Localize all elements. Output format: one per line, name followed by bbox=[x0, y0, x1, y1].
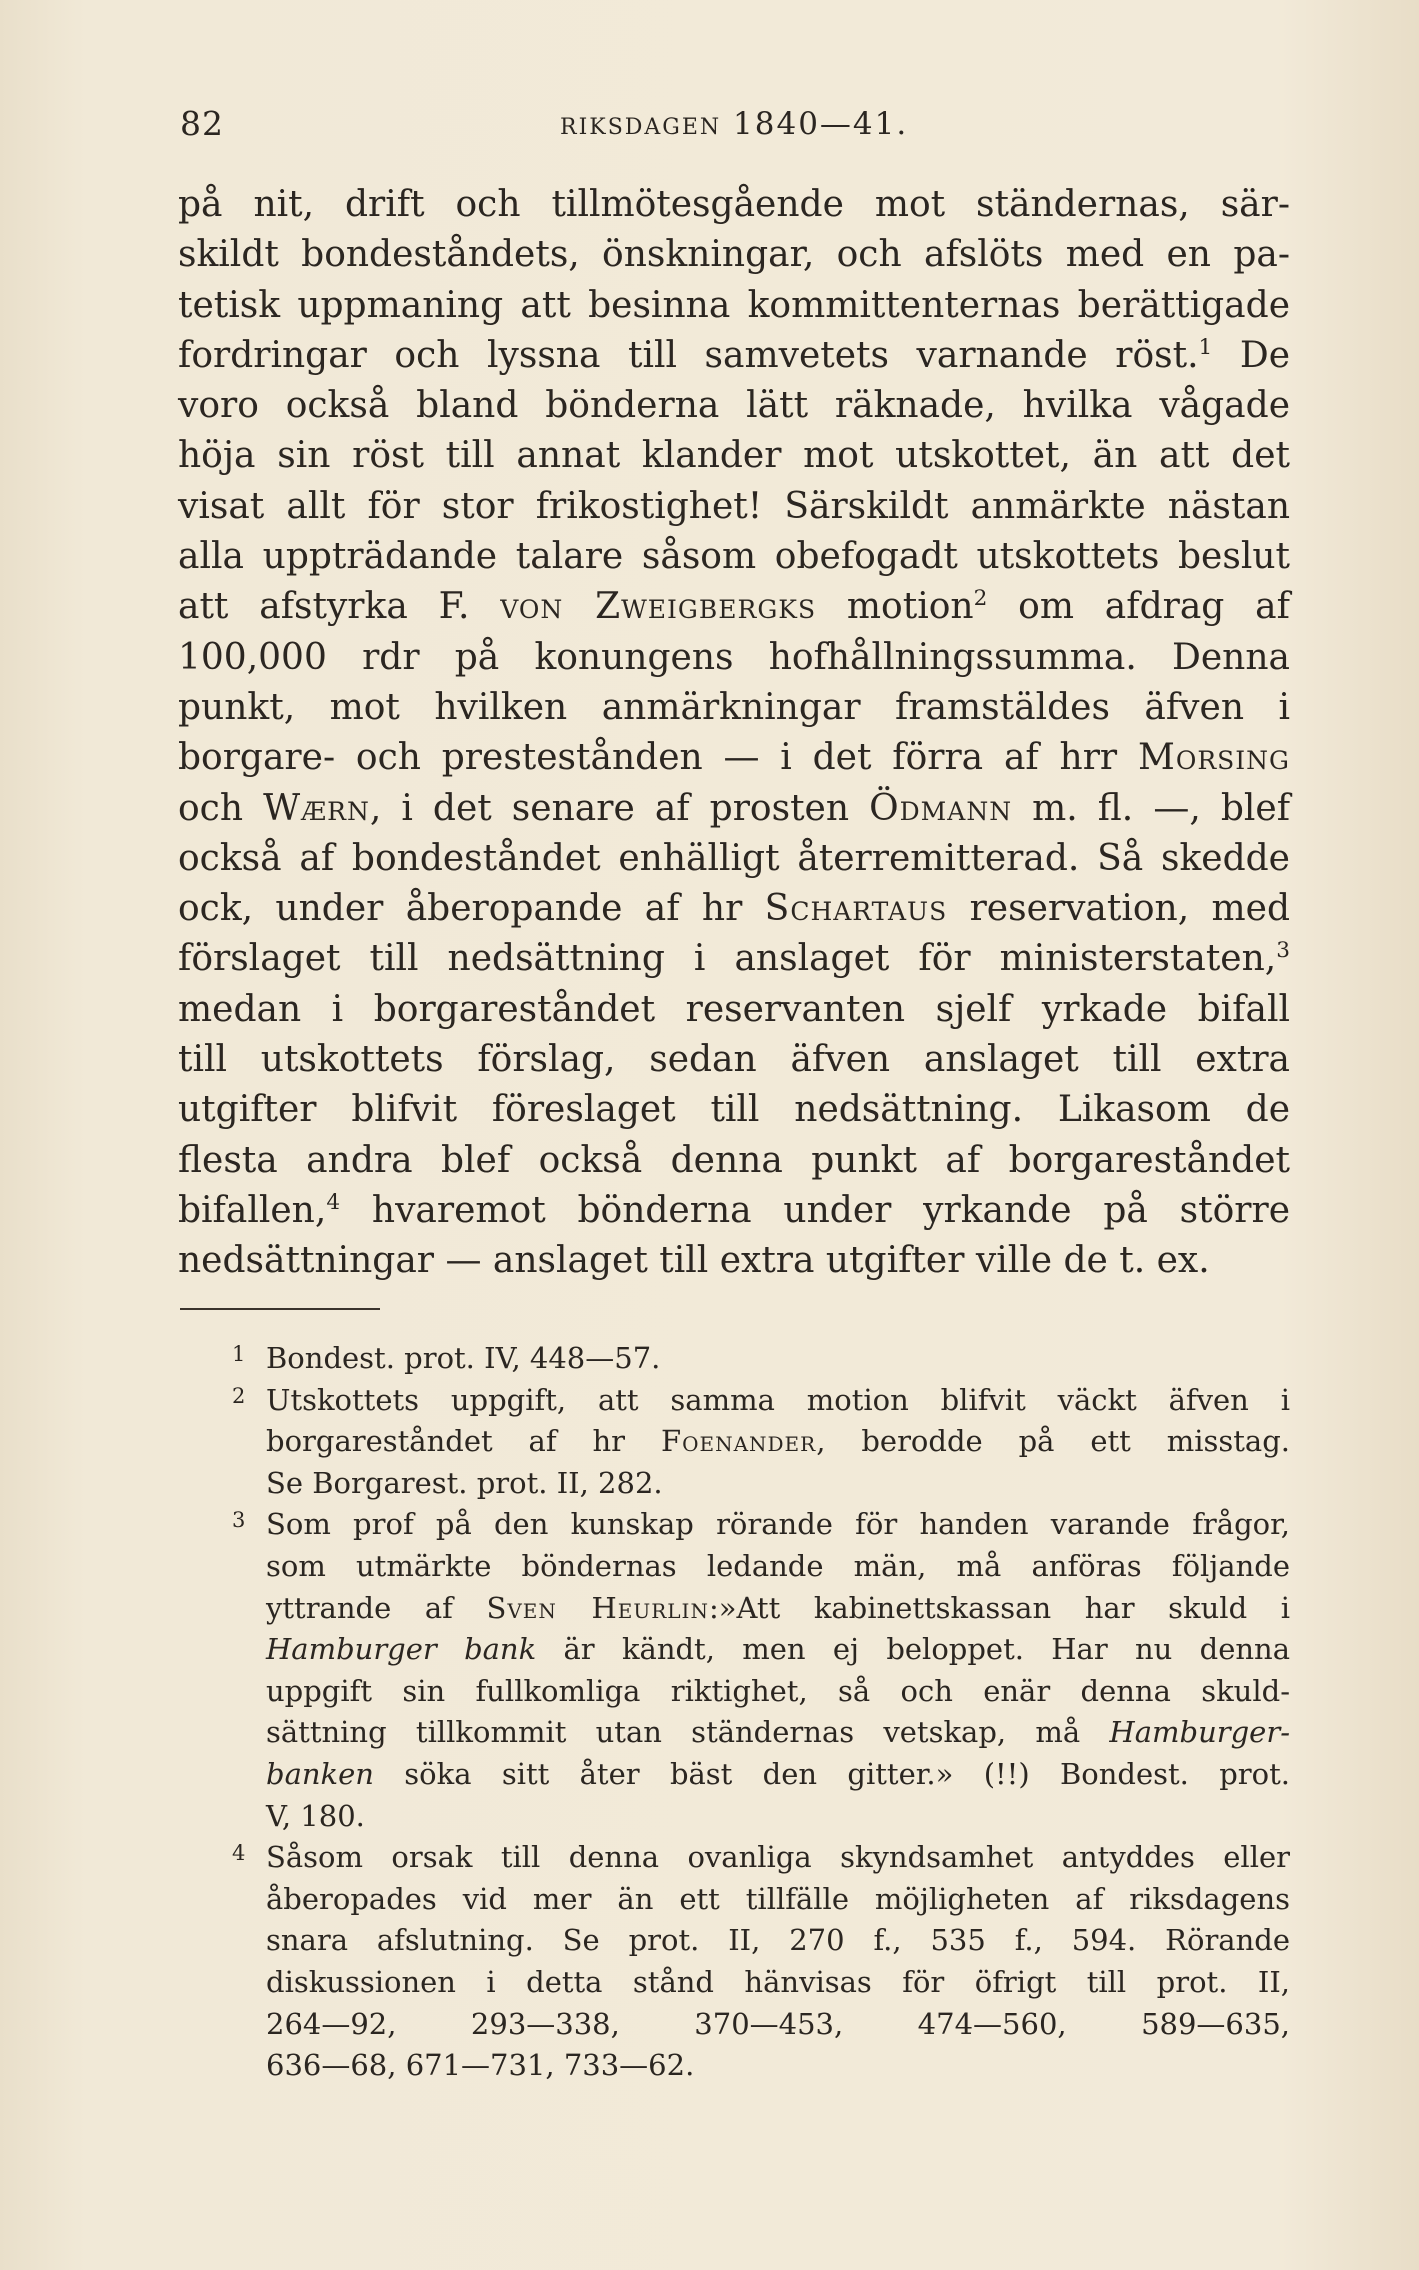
text-line bbox=[178, 331, 1290, 381]
text-line: medan i borgareståndet reservanten sjelf yrkade bifall bbox=[178, 988, 1290, 1030]
text-segment: hvaremot bönderna under yrkande på större bbox=[371, 1189, 1290, 1231]
footnote-line: 636—68, 671—731, 733—62. bbox=[266, 2048, 695, 2083]
text-line bbox=[178, 582, 1290, 632]
text-line: punkt, mot hvilken anmärkningar framstäldes äfven i bbox=[178, 686, 1290, 728]
main-text bbox=[178, 180, 1290, 1287]
footnote-line bbox=[266, 1754, 1290, 1796]
text-line bbox=[178, 1186, 1290, 1236]
person-name: Morsing bbox=[1137, 737, 1290, 779]
text-segment: bifallen, bbox=[178, 1189, 327, 1231]
footnote-mark: 3 bbox=[232, 1508, 246, 1533]
footnote-line: V, 180. bbox=[266, 1798, 365, 1833]
footnote-rule bbox=[180, 1308, 380, 1310]
italic-term: banken bbox=[266, 1756, 374, 1791]
footnote-mark: 4 bbox=[232, 1841, 246, 1866]
text-line: också af bondeståndet enhälligt återremitterad. Så skedde bbox=[178, 837, 1290, 879]
text-line: tetisk uppmaning att besinna kommittenternas berättigade bbox=[178, 284, 1290, 326]
footnote-ref: 4 bbox=[326, 1189, 341, 1215]
footnote-line: Utskottets uppgift, att samma motion blifvit väckt äfven i bbox=[266, 1382, 1290, 1417]
text-line: utgifter blifvit föreslaget till nedsättning. Likasom de bbox=[178, 1089, 1290, 1131]
text-line: höja sin röst till annat klander mot utskottet, än att det bbox=[178, 435, 1290, 477]
footnote-line: 264—92, 293—338, 370—453, 474—560, 589—635, bbox=[266, 2006, 1290, 2041]
person-name: Sven Heurlin bbox=[486, 1590, 709, 1625]
person-name: Foenander bbox=[660, 1424, 817, 1459]
text-segment: ock, under åberopande af hr bbox=[178, 888, 743, 930]
footnote-line: diskussionen i detta stånd hänvisas för öfrigt till prot. II, bbox=[266, 1964, 1290, 1999]
footnote-3 bbox=[180, 1504, 1290, 1837]
person-name: Schartaus bbox=[764, 888, 948, 930]
text-segment: är kändt, men ej beloppet. Har nu denna bbox=[563, 1632, 1291, 1667]
text-line: skildt bondeståndets, önskningar, och afslöts med en pa- bbox=[178, 234, 1290, 276]
footnote-4 bbox=[180, 1837, 1290, 2087]
footnote-line: Som prof på den kunskap rörande för handen varande frågor, bbox=[266, 1507, 1290, 1542]
footnote-mark: 1 bbox=[232, 1342, 246, 1366]
text-segment: och bbox=[178, 787, 244, 829]
text-segment: :»Att kabinettskassan har skuld i bbox=[708, 1590, 1290, 1625]
footnote-line: Bondest. prot. IV, 448—57. bbox=[266, 1341, 661, 1375]
text-segment: motion bbox=[846, 586, 974, 628]
footnote-2 bbox=[180, 1380, 1290, 1505]
text-segment: borgareståndet af hr bbox=[266, 1424, 626, 1459]
text-line: till utskottets förslag, sedan äfven anslaget till extra bbox=[178, 1039, 1290, 1081]
italic-term: Hamburger bank bbox=[266, 1632, 537, 1667]
text-segment: De bbox=[1239, 334, 1290, 376]
text-line bbox=[178, 733, 1290, 783]
text-line bbox=[178, 934, 1290, 984]
footnote-line: Se Borgarest. prot. II, 282. bbox=[266, 1465, 663, 1500]
text-line bbox=[178, 784, 1290, 834]
footnote-ref: 1 bbox=[1198, 334, 1213, 360]
person-name: Wærn bbox=[263, 787, 370, 829]
running-head-years: 1840—41. bbox=[733, 106, 909, 142]
text-line: voro också bland bönderna lätt räknade, hvilka vågade bbox=[178, 385, 1290, 427]
footnote-line: snara afslutning. Se prot. II, 270 f., 535 f., 594. Rörande bbox=[266, 1923, 1290, 1958]
footnote-1 bbox=[180, 1338, 1290, 1380]
text-segment: söka sitt åter bäst den gitter.» (!!) Bondest. prot. bbox=[404, 1756, 1290, 1791]
footnote-ref: 3 bbox=[1276, 938, 1290, 964]
text-segment: förslaget till nedsättning i anslaget för ministerstaten, bbox=[178, 938, 1277, 980]
text-segment: reservation, med bbox=[969, 888, 1291, 930]
text-line bbox=[178, 884, 1290, 934]
page-header bbox=[180, 104, 1290, 152]
footnote-line: Såsom orsak till denna ovanliga skyndsamhet antyddes eller bbox=[266, 1840, 1290, 1875]
page-number: 82 bbox=[180, 104, 224, 143]
text-segment: om afdrag af bbox=[1018, 586, 1290, 628]
text-line: visat allt för stor frikostighet! Särskildt anmärkte nästan bbox=[178, 485, 1290, 527]
footnote-ref: 2 bbox=[973, 586, 988, 612]
footnote-line bbox=[266, 1629, 1290, 1671]
text-line: 100,000 rdr på konungens hofhållningssumma. Denna bbox=[178, 636, 1290, 678]
italic-term: Hamburger- bbox=[1109, 1715, 1290, 1750]
text-line: alla uppträdande talare såsom obefogadt utskottets beslut bbox=[178, 536, 1290, 578]
footnote-line bbox=[266, 1588, 1290, 1630]
footnote-mark: 2 bbox=[232, 1383, 246, 1408]
text-segment: m. fl. —, blef bbox=[1032, 787, 1291, 829]
footnote-line bbox=[266, 1421, 1290, 1463]
text-line: nedsättningar — anslaget till extra utgifter ville de t. ex. bbox=[178, 1240, 1210, 1282]
running-head bbox=[560, 106, 908, 142]
text-line: på nit, drift och tillmötesgående mot ständernas, sär- bbox=[178, 184, 1290, 225]
footnote-line: som utmärkte böndernas ledande män, må anföras följande bbox=[266, 1548, 1290, 1583]
text-segment: yttrande af bbox=[266, 1590, 453, 1625]
text-segment: att afstyrka F. bbox=[178, 586, 470, 628]
text-segment: , berodde på ett misstag. bbox=[816, 1424, 1290, 1459]
text-segment: fordringar och lyssna till samvetets varnande röst. bbox=[178, 334, 1199, 376]
text-segment: sättning tillkommit utan ständernas vetskap, må bbox=[266, 1715, 1081, 1750]
footnote-line: uppgift sin fullkomliga riktighet, så och enär denna skuld- bbox=[266, 1673, 1290, 1708]
footnote-line bbox=[266, 1712, 1290, 1754]
running-head-title: RIKSDAGEN bbox=[560, 115, 722, 140]
text-segment: , i det senare af prosten bbox=[369, 787, 850, 829]
text-line: flesta andra blef också denna punkt af borgareståndet bbox=[178, 1139, 1290, 1181]
person-name: von Zweigbergks bbox=[500, 586, 817, 628]
footnotes bbox=[180, 1338, 1290, 2087]
footnote-line: åberopades vid mer än ett tillfälle möjligheten af riksdagens bbox=[266, 1881, 1290, 1916]
person-name: Ödmann bbox=[869, 787, 1013, 829]
text-segment: borgare- och prestestånden — i det förra af hrr bbox=[178, 737, 1118, 779]
